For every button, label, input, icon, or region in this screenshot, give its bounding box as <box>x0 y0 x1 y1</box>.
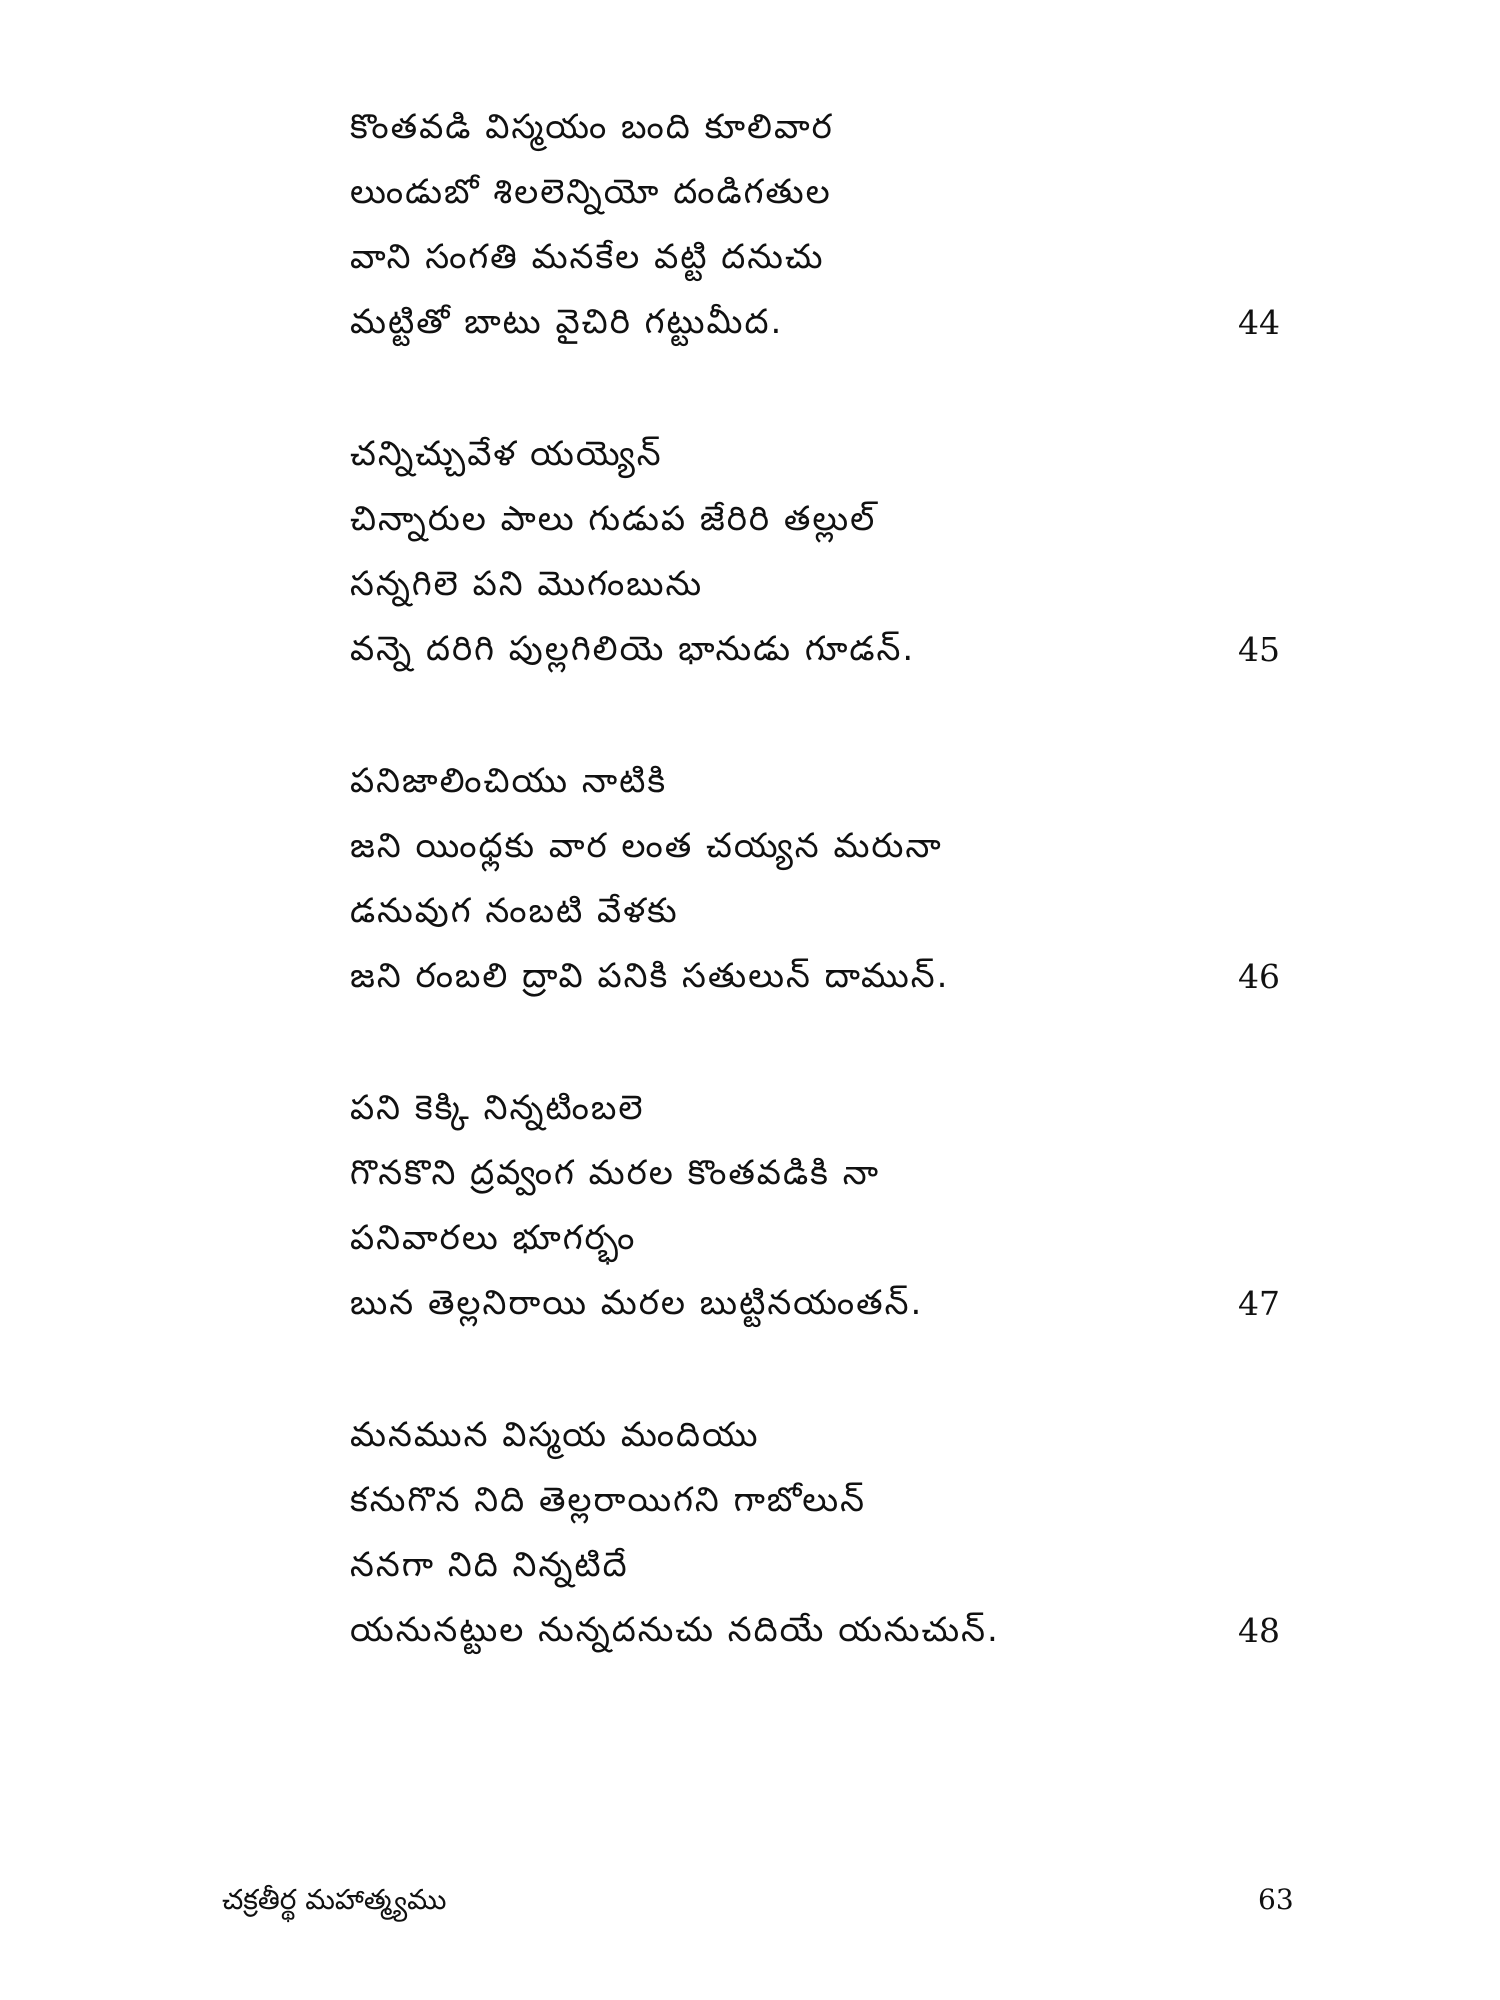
verse-line: మనమున విస్మయ మందియు <box>350 1415 760 1455</box>
verse-number: 46 <box>1238 957 1280 996</box>
verse-line: పనిజాలించియు నాటికి <box>350 761 668 801</box>
verse-line: వన్నె దరిగి పుల్లగిలియె భానుడు గూడన్. <box>350 629 916 669</box>
verse-line: లుండుబో శిలలెన్నియో దండిగతుల <box>350 172 832 212</box>
verse-line: జని యింధ్లకు వార లంత చయ్యన మరునా <box>350 826 943 866</box>
verse-line: మట్టితో బాటు వైచిరి గట్టుమీద. <box>350 302 784 342</box>
verse-line: సన్నగిలె పని మొగంబును <box>350 564 704 604</box>
stanza-44 <box>350 95 1280 355</box>
verse-line: బున తెల్లనిరాయి మరల బుట్టినయంతన్. <box>350 1283 924 1323</box>
verse-number: 48 <box>1238 1611 1280 1650</box>
verse-line: చిన్నారుల పాలు గుడుప జేరిరి తల్లుల్ <box>350 499 877 539</box>
verse-number: 44 <box>1238 303 1280 342</box>
stanza-46 <box>350 749 1280 1009</box>
verse-number: 47 <box>1238 1284 1280 1323</box>
stanza-48 <box>350 1403 1280 1663</box>
verse-line: పనివారలు భూగర్భం <box>350 1218 637 1258</box>
verse-line: యనునట్టుల నున్నదనుచు నదియే యనుచున్. <box>350 1610 1000 1650</box>
verse-line: చన్నిచ్చువేళ యయ్యెన్ <box>350 434 663 474</box>
verse-line: పని కెక్కి నిన్నటింబలె <box>350 1088 645 1128</box>
stanza-45 <box>350 422 1280 682</box>
verse-number: 45 <box>1238 630 1280 669</box>
verse-line: గొనకొని ద్రవ్వంగ మరల కొంతవడికి నా <box>350 1153 881 1193</box>
stanza-47 <box>350 1076 1280 1336</box>
verse-line: జని రంబలి ద్రావి పనికి సతులున్ దామున్. <box>350 956 950 996</box>
verse-line: ననగా నిది నిన్నటిదే <box>350 1545 629 1585</box>
verse-line: కనుగొన నిది తెల్లరాయిగని గాబోలున్ <box>350 1480 866 1520</box>
page-number: 63 <box>1258 1883 1294 1916</box>
verse-line: డనువుగ నంబటి వేళకు <box>350 891 679 931</box>
running-footer-title: చక్రతీర్థ మహాత్మ్యము <box>222 1883 447 1916</box>
verse-line: కొంతవడి విస్మయం బంది కూలివార <box>350 107 834 147</box>
verse-line: వాని సంగతి మనకేల వట్టి దనుచు <box>350 237 825 277</box>
